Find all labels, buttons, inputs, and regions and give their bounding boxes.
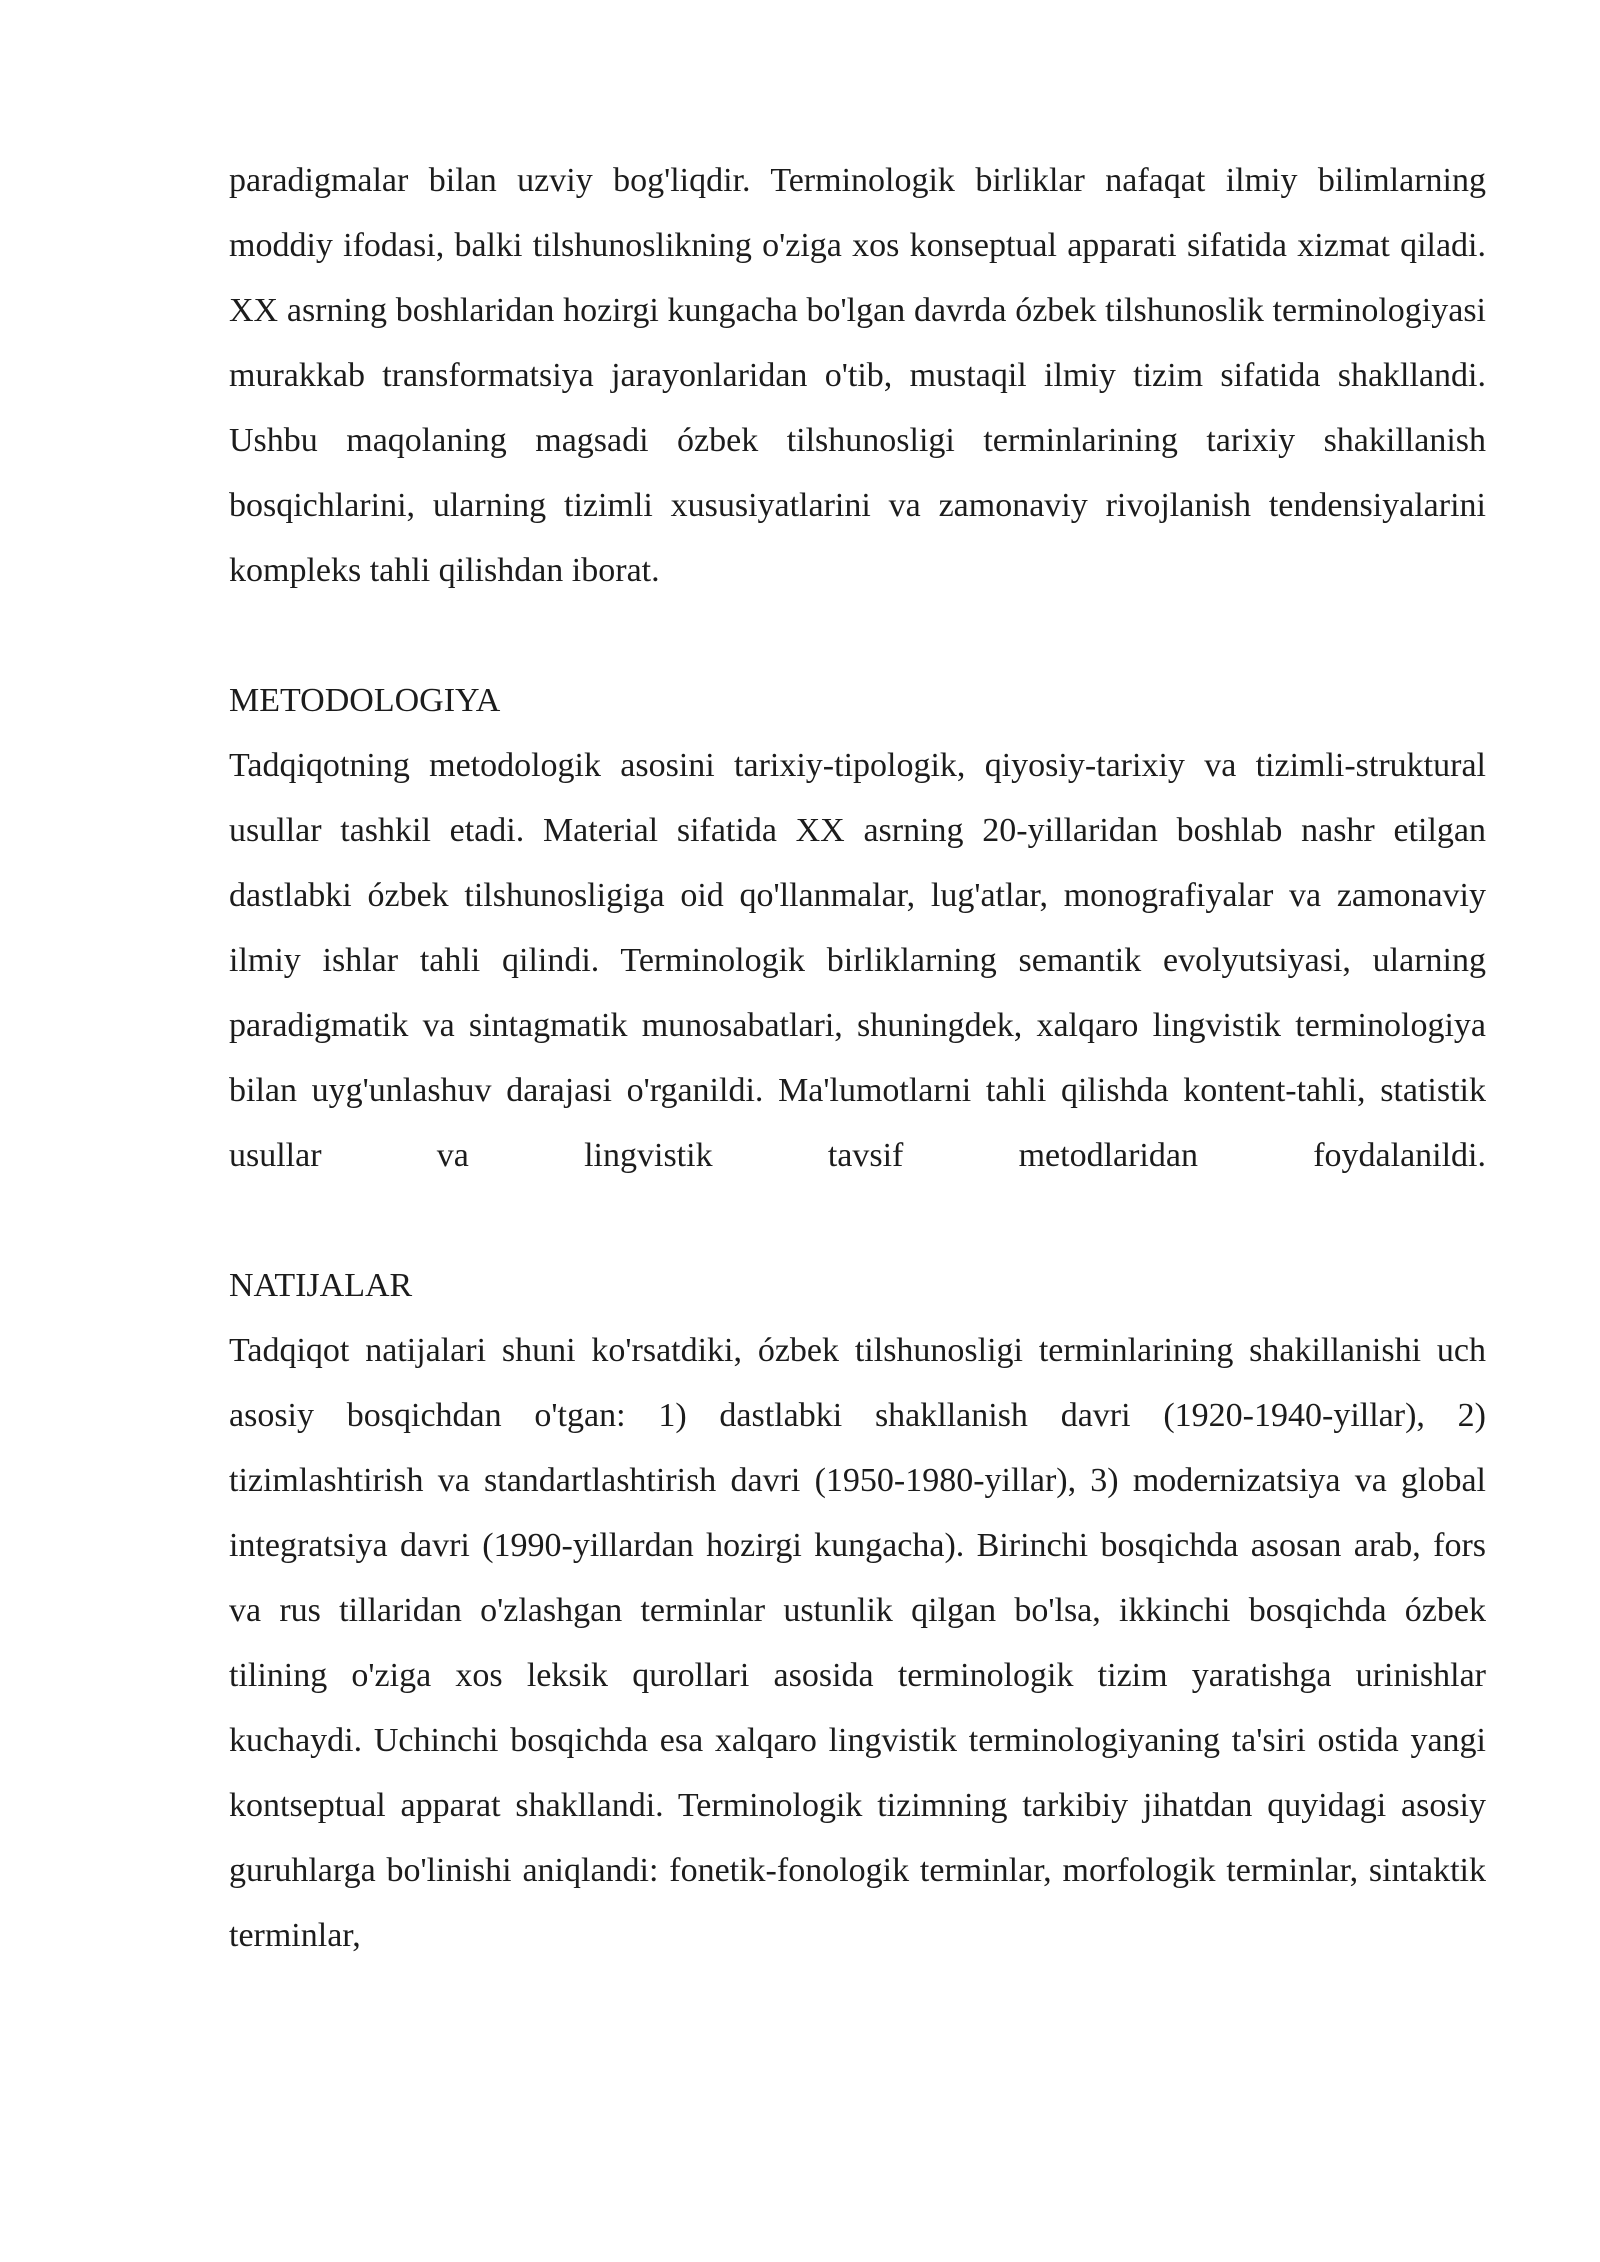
methodology-paragraph: Tadqiqotning metodologik asosini tarixiy-tipologik, qiyosiy-tarixiy va tizimli-struktural usullar tashkil etadi. Material sifatida XX asrning 20-yillaridan boshlab nashr etilgan dastlabki ózbek tilshunosligiga oid qo'llanmalar, lug'atlar, monografiyalar va zamonaviy ilmiy ishlar tahli qilindi. Terminologik birliklarning semantik evolyutsiyasi, ularning paradigmatik va sintagmatik munosabatlari, shuningdek, xalqaro lingvistik terminologiya bilan uyg'unlashuv darajasi o'rganildi. Ma'lumotlarni tahli qilishda kontent-tahli, statistik usullar va lingvistik tavsif metodlaridan foydalanildi. — [229, 747, 1486, 1174]
section-gap — [229, 603, 1486, 668]
results-heading: NATIJALAR — [229, 1267, 413, 1304]
intro-paragraph: paradigmalar bilan uzviy bog'liqdir. Terminologik birliklar nafaqat ilmiy bilimlarning moddiy ifodasi, balki tilshunoslikning o'ziga xos konseptual apparati sifatida xizmat qiladi. XX asrning boshlaridan hozirgi kungacha bo'lgan davrda ózbek tilshunoslik terminologiyasi murakkab transformatsiya jarayonlaridan o'tib, mustaqil ilmiy tizim sifatida shakllandi. Ushbu maqolaning magsadi ózbek tilshunosligi terminlarining tarixiy shakillanish bosqichlarini, ularning tizimli xususiyatlarini va zamonaviy rivojlanish tendensiyalarini kompleks tahli qilishdan iborat. — [229, 162, 1486, 589]
results-paragraph: Tadqiqot natijalari shuni ko'rsatdiki, ózbek tilshunosligi terminlarining shakillanishi uch asosiy bosqichdan o'tgan: 1) dastlabki shakllanish davri (1920-1940-yillar), 2) tizimlashtirish va standartlashtirish davri (1950-1980-yillar), 3) modernizatsiya va global integratsiya davri (1990-yillardan hozirgi kungacha). Birinchi bosqichda asosan arab, fors va rus tillaridan o'zlashgan terminlar ustunlik qilgan bo'lsa, ikkinchi bosqichda ózbek tilining o'ziga xos leksik qurollari asosida terminologik tizim yaratishga urinishlar kuchaydi. Uchinchi bosqichda esa xalqaro lingvistik terminologiyaning ta'siri ostida yangi kontseptual apparat shakllandi. Terminologik tizimning tarkibiy jihatdan quyidagi asosiy guruhlarga bo'linishi aniqlandi: fonetik-fonologik terminlar, morfologik terminlar, sintaktik terminlar, — [229, 1332, 1486, 1954]
section-gap — [229, 1188, 1486, 1253]
document-page — [229, 148, 1486, 1968]
methodology-heading: METODOLOGIYA — [229, 682, 501, 719]
